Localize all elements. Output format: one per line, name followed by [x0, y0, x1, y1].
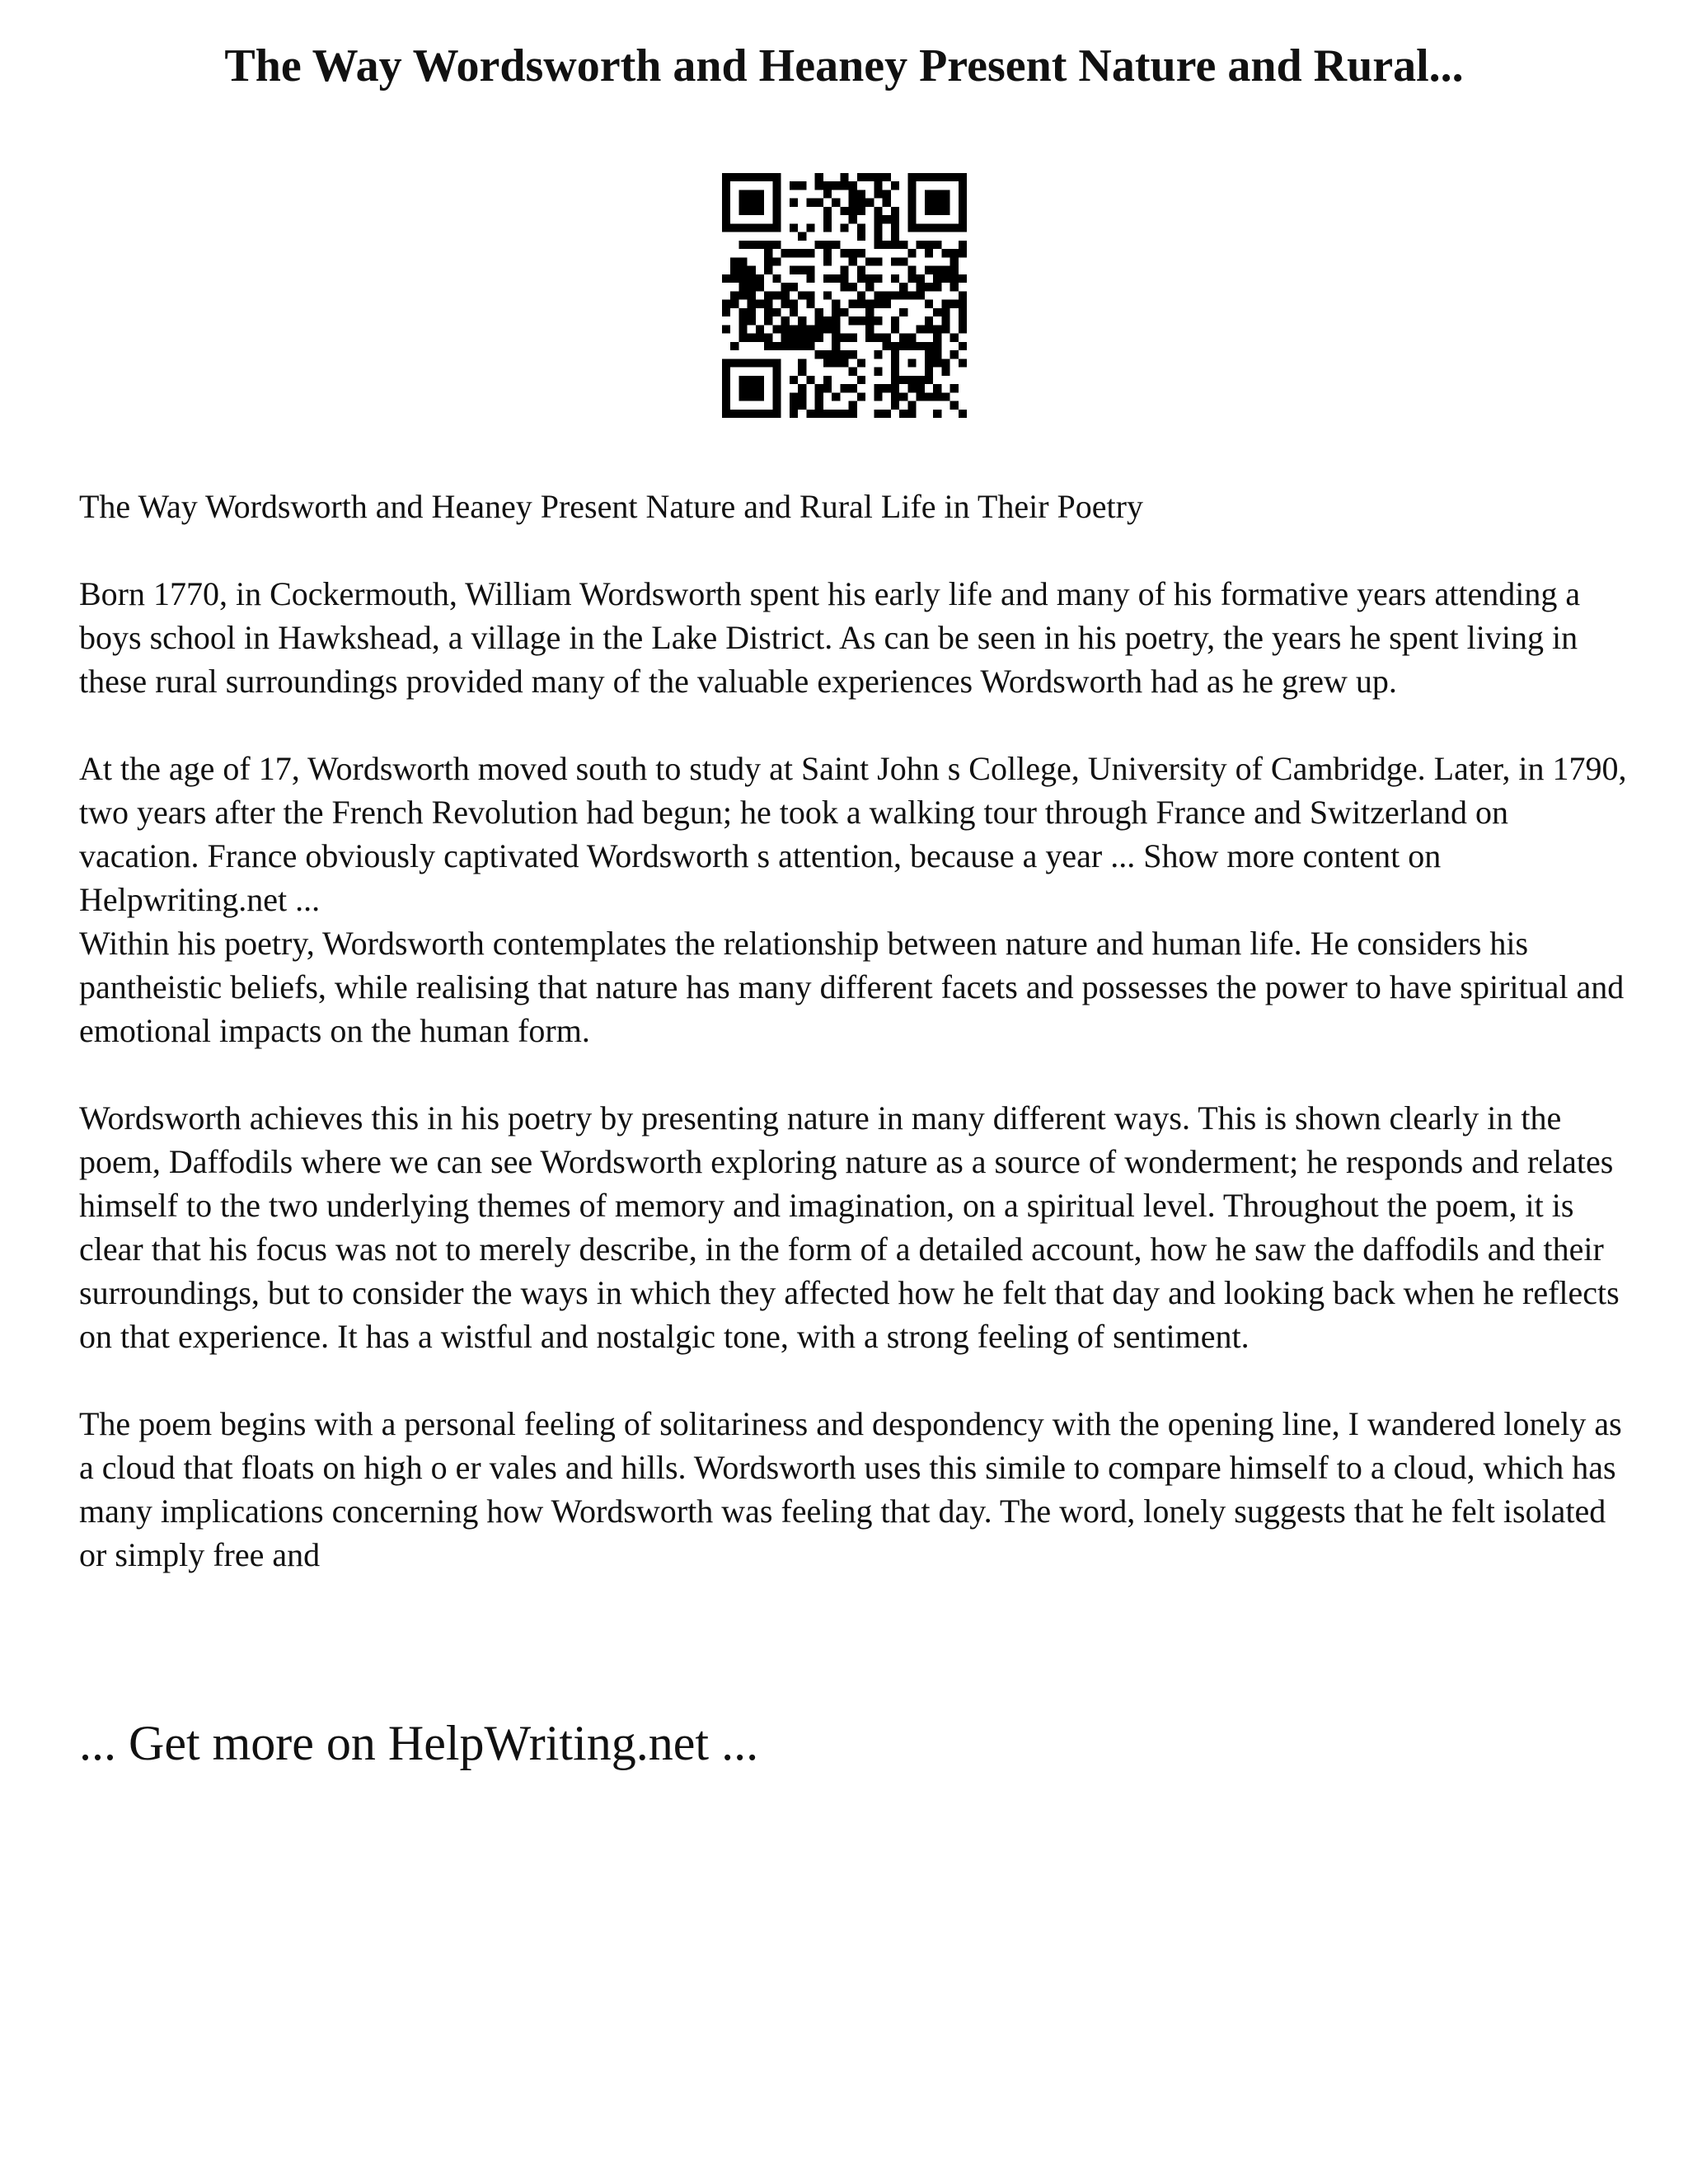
paragraph-presenting-nature: Wordsworth achieves this in his poetry by presenting nature in many different ways. This is shown clearly in the poem, Daffodils where we can see Wordsworth exploring nature as a source of wonderment; he responds and relates himself to the two underlying themes of memory and imagination, on a spiritual level. Throughout the poem, it is clear that his focus was not to merely describe, in the form of a detailed account, how he saw the daffodils and their surroundings, but to consider the ways in which they affected how he felt that day and looking back when he reflects on that experience. It has a wistful and nostalgic tone, with a strong feeling of sentiment. — [79, 1099, 1620, 1355]
document-title: The Way Wordsworth and Heaney Present Nature and Rural... — [224, 40, 1464, 91]
document-subtitle: The Way Wordsworth and Heaney Present Nature and Rural Life in Their Poetry — [79, 488, 1143, 525]
document-body — [79, 485, 1629, 1620]
paragraph-born: Born 1770, in Cockermouth, William Wordsworth spent his early life and many of his formative years attending a boys school in Hawkshead, a village in the Lake District. As can be seen in his poetry, the years he spent living in these rural surroundings provided many of the valuable experiences Wordsworth had as he grew up. — [79, 575, 1581, 700]
qr-code-icon — [722, 173, 967, 418]
get-more-link[interactable]: ... Get more on HelpWriting.net ... — [79, 1716, 759, 1770]
paragraph-poem-begins: The poem begins with a personal feeling of solitariness and despondency with the opening line, I wandered lonely as a cloud that floats on high o er vales and hills. Wordsworth uses this simile to compare himself to a cloud, which has many implications concerning how Wordsworth was feeling that day. The word, lonely suggests that he felt isolated or simply free and — [79, 1405, 1622, 1573]
paragraph-cambridge: At the age of 17, Wordsworth moved south to study at Saint John s College, University of Cambridge. Later, in 1790, two years after the French Revolution had begun; he took a walking tour through France and Switzerland on vacation. France obviously captivated Wordsworth s attention, because a year ... Show more content on Helpwriting.net ... — [79, 750, 1627, 918]
paragraph-within-poetry: Within his poetry, Wordsworth contemplates the relationship between nature and human life. He considers his pantheistic beliefs, while realising that nature has many different facets and possesses the power to have spiritual and emotional impacts on the human form. — [79, 925, 1625, 1049]
